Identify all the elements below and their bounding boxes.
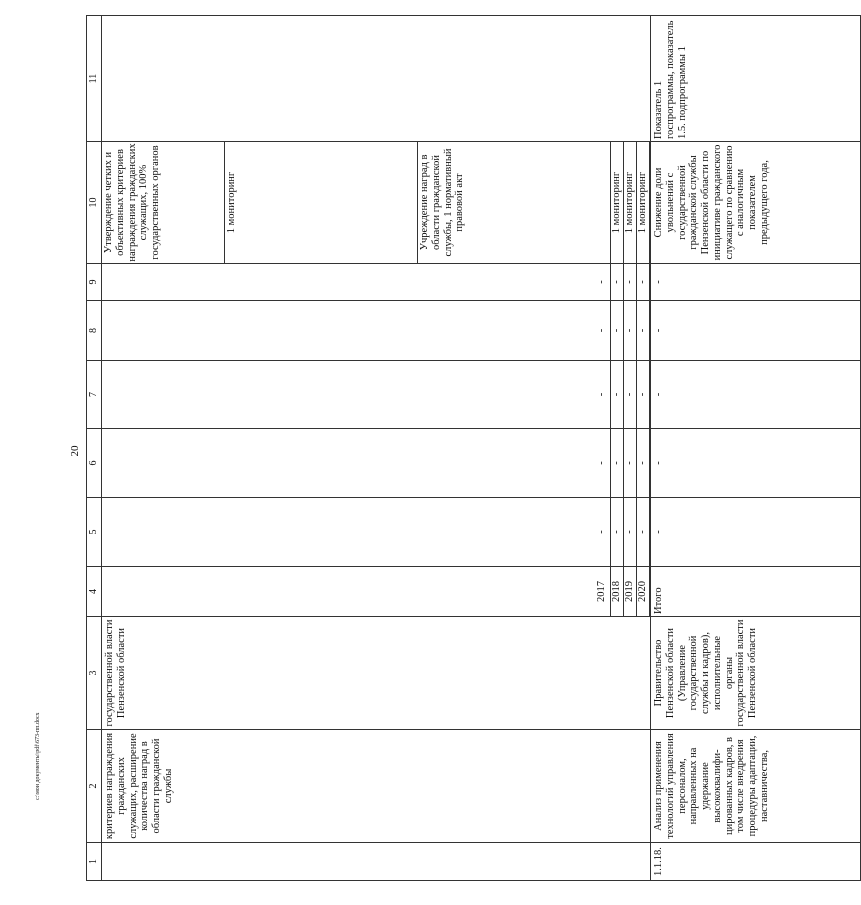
header-cell: 1 xyxy=(87,843,102,881)
cell-value: - xyxy=(637,498,650,567)
cell-value: - xyxy=(637,429,650,498)
cell-value: - xyxy=(651,498,861,567)
header-cell: 4 xyxy=(87,567,102,617)
program-measures-table xyxy=(86,15,861,881)
cell-link: Показатель 1 госпрограммы, показатель 1.5. подпрограммы 1 xyxy=(651,16,861,142)
header-cell: 5 xyxy=(87,498,102,567)
footer-file-path: c:\мои документы\pdf\673-пп.docx xyxy=(35,712,41,800)
cell-value: - xyxy=(651,429,861,498)
header-cell: 11 xyxy=(87,16,102,142)
cell-value: - xyxy=(102,429,611,498)
cell-year: Итого xyxy=(651,567,861,617)
cell-indicator: Утверждение четких и объективных критериев награждения гражданских служащих, 100% государственных органов xyxy=(102,142,225,263)
cell-value: - xyxy=(651,361,861,429)
cell-value: - xyxy=(637,264,650,301)
cell-year: 2018 xyxy=(611,567,624,617)
cell-value: - xyxy=(637,301,650,361)
cell-indicator: 1 мониторинг xyxy=(611,142,624,264)
cell-indicator: Снижение доли увольнений с государственной гражданской службы Пензенской области по инициативе гражданского служащего по сравнению с аналогичным показателем предыдущего года, xyxy=(651,142,861,264)
header-cell: 2 xyxy=(87,730,102,843)
cell-indicator: Учреждение наград в области гражданской службы, 1 нормативный правовой акт xyxy=(419,148,466,257)
cell-year: 2017 xyxy=(102,567,611,617)
cell-value: - xyxy=(651,264,861,301)
cell-value: - xyxy=(102,498,611,567)
cell-value: - xyxy=(624,361,637,429)
cell-number xyxy=(102,843,651,881)
cell-executor: Правительство Пензенской области (Управление государственной службы и кадров), исполнительные органы государственной власти Пензенской области xyxy=(651,617,861,730)
cell-year: 2020 xyxy=(637,567,650,617)
cell-measure-name: критериев награждения гражданских служащих, расширение количества наград в области гражданской службы xyxy=(102,730,651,843)
cell-value: - xyxy=(102,301,611,361)
rotated-table-container xyxy=(86,16,770,881)
header-cell: 8 xyxy=(87,301,102,361)
cell-value: - xyxy=(611,264,624,301)
cell-link xyxy=(102,16,651,142)
header-cell: 10 xyxy=(87,142,102,264)
cell-indicator: 1 мониторинг xyxy=(624,142,637,264)
cell-value: - xyxy=(611,301,624,361)
cell-executor: государственной власти Пензенской области xyxy=(102,617,651,730)
cell-indicator-group xyxy=(102,142,611,264)
cell-value: - xyxy=(624,429,637,498)
cell-value: - xyxy=(651,301,861,361)
page-number: 20 xyxy=(69,445,81,457)
header-cell: 3 xyxy=(87,617,102,730)
cell-value: - xyxy=(624,498,637,567)
cell-value: - xyxy=(611,361,624,429)
cell-indicator: 1 мониторинг xyxy=(637,142,650,264)
cell-value: - xyxy=(611,429,624,498)
cell-number: 1.1.18. xyxy=(651,843,861,881)
cell-value: - xyxy=(637,361,650,429)
header-row xyxy=(87,16,102,881)
header-cell: 6 xyxy=(87,429,102,498)
cell-year: 2019 xyxy=(624,567,637,617)
cell-value: - xyxy=(102,361,611,429)
cell-value: - xyxy=(624,301,637,361)
cell-value: - xyxy=(102,264,611,301)
indicator-subtable xyxy=(102,142,610,263)
table-row-item xyxy=(651,16,861,881)
cell-value: - xyxy=(624,264,637,301)
cell-value: - xyxy=(611,498,624,567)
header-cell: 9 xyxy=(87,264,102,301)
header-cell: 7 xyxy=(87,361,102,429)
cell-indicator: 1 мониторинг xyxy=(225,142,418,263)
cell-measure-name: Анализ применения технологий управления персоналом, направленных на удержание высококвалифи-цированных кадров, в том числе внедрения процедуры адаптации, наставничества, xyxy=(651,730,861,843)
table-row-continuation xyxy=(102,16,611,881)
